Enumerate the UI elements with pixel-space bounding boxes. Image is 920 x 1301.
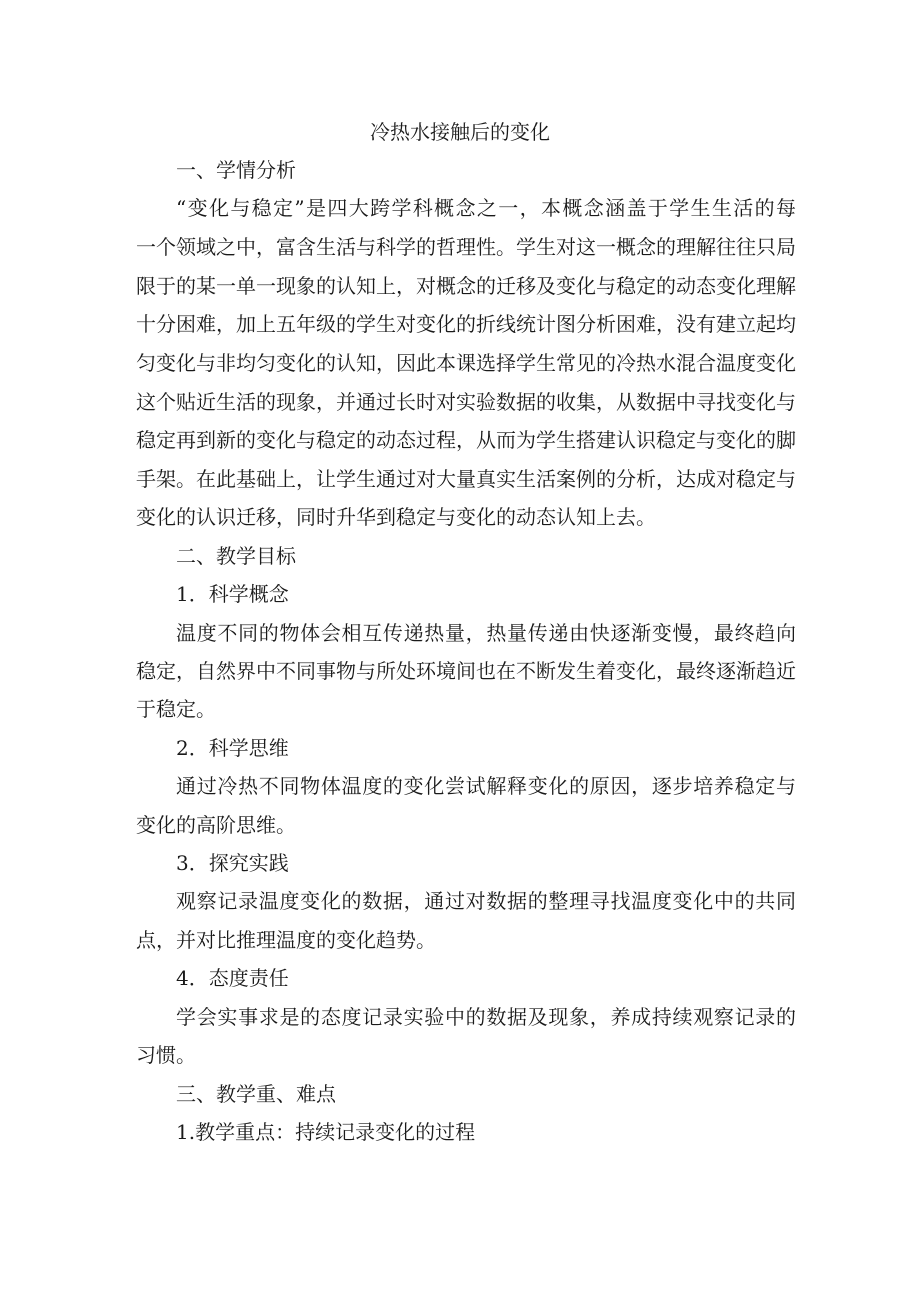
- paragraph-line: 匀变化与非均匀变化的认知，因此本课选择学生常见的冷热水混合温度变化: [136, 351, 796, 375]
- paragraph-line: 稳定再到新的变化与稳定的动态过程，从而为学生搭建认识稳定与变化的脚: [136, 428, 796, 452]
- paragraph-line: 习惯。: [136, 1043, 196, 1067]
- paragraph-line: 一个领域之中，富含生活与科学的哲理性。学生对这一概念的理解往往只局: [136, 235, 796, 259]
- key-point-item: 1.教学重点：持续记录变化的过程: [176, 1120, 476, 1144]
- paragraph-line: 通过冷热不同物体温度的变化尝试解释变化的原因，逐步培养稳定与: [176, 774, 796, 798]
- subheading-science-concept: 1．科学概念: [176, 582, 289, 606]
- paragraph-line: 温度不同的物体会相互传递热量，热量传递由快逐渐变慢，最终趋向: [176, 621, 796, 645]
- section-heading-objectives: 二、教学目标: [176, 544, 296, 568]
- subheading-science-thinking: 2．科学思维: [176, 736, 289, 760]
- paragraph-line: “变化与稳定”是四大跨学科概念之一，本概念涵盖于学生生活的每: [176, 196, 796, 220]
- document-title: 冷热水接触后的变化: [370, 120, 550, 144]
- paragraph-line: 变化的高阶思维。: [136, 813, 296, 837]
- paragraph-line: 限于的某一单一现象的认知上，对概念的迁移及变化与稳定的动态变化理解: [136, 274, 796, 298]
- paragraph-line: 观察记录温度变化的数据，通过对数据的整理寻找温度变化中的共同: [176, 889, 796, 913]
- paragraph-line: 点，并对比推理温度的变化趋势。: [136, 928, 436, 952]
- paragraph-line: 十分困难，加上五年级的学生对变化的折线统计图分析困难，没有建立起均: [136, 312, 796, 336]
- paragraph-line: 变化的认识迁移，同时升华到稳定与变化的动态认知上去。: [136, 505, 656, 529]
- paragraph-line: 学会实事求是的态度记录实验中的数据及现象，养成持续观察记录的: [176, 1005, 796, 1029]
- section-heading-analysis: 一、学情分析: [176, 158, 296, 182]
- paragraph-line: 这个贴近生活的现象，并通过长时对实验数据的收集，从数据中寻找变化与: [136, 390, 796, 414]
- paragraph-line: 稳定，自然界中不同事物与所处环境间也在不断发生着变化，最终逐渐趋近: [136, 659, 796, 683]
- subheading-inquiry-practice: 3．探究实践: [176, 851, 289, 875]
- section-heading-key-points: 三、教学重、难点: [176, 1082, 336, 1106]
- paragraph-line: 手架。在此基础上，让学生通过对大量真实生活案例的分析，达成对稳定与: [136, 467, 796, 491]
- paragraph-line: 于稳定。: [136, 697, 216, 721]
- subheading-attitude-responsibility: 4．态度责任: [176, 966, 289, 990]
